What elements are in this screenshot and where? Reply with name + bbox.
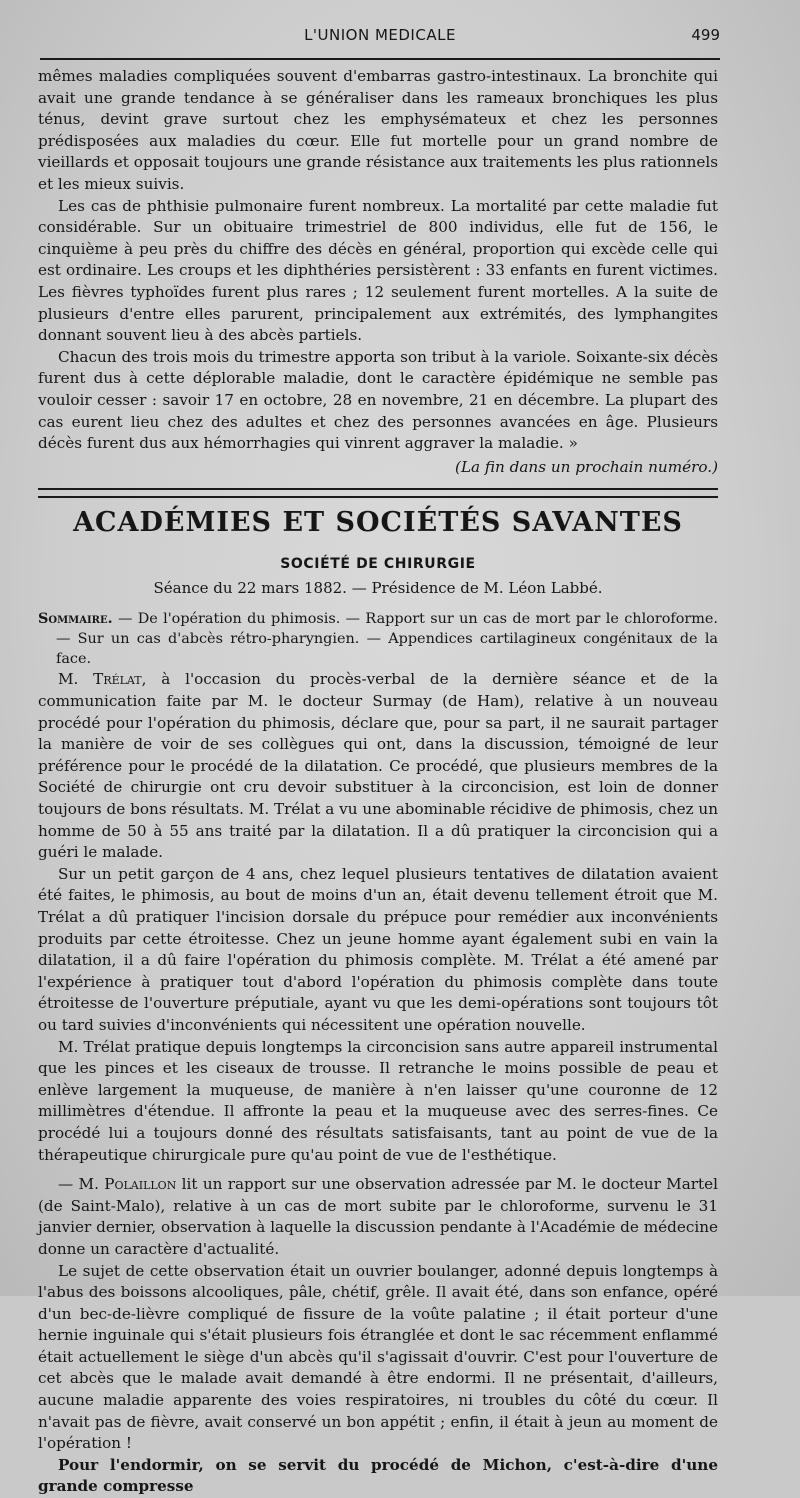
paragraph-variole: Chacun des trois mois du trimestre apporta son tribut à la variole. Soixante-six décès furent dus à cette déplorable maladie, dont le caractère épidémique ne semble pas vouloir cesser : savoir 17 en octobre, 28 en novembre, 21 en décembre. La plupart des cas eurent lieu chez des adultes et chez des personnes avancées en âge. Plusieurs décès furent dus aux hémorrhagies qui vinrent aggraver la maladie. » xyxy=(38,347,718,453)
society-heading: SOCIÉTÉ DE CHIRURGIE xyxy=(280,556,476,573)
article-paragraph-polaillon xyxy=(38,1174,718,1260)
summary-label: Sommaire. xyxy=(38,610,113,628)
page-number: 499 xyxy=(691,26,720,44)
article-paragraph-endormir xyxy=(38,1455,718,1498)
paragraph-text: Sur un petit garçon de 4 ans, chez lequel plusieurs tentatives de dilatation avaient été faites, le phimosis, au bout de moins d'un an, était devenu tellement étroit que M. Trélat a dû pratiquer l'incision dorsale du prépuce pour remédier aux inconvénients produits par cette étroitesse. Chez un jeune homme ayant également subi en vain la dilatation, il a dû faire l'opération du phimosis complète. M. Trélat a été amené par l'expérience à pratiquer tout d'abord l'opération du phimosis complète dans toute étroitesse de l'ouverture préputiale, ayant vu que les demi-opérations sont toujours tôt ou tard suivies d'inconvénients qui nécessitent une opération nouvelle. xyxy=(38,864,718,1034)
article-paragraph-trelat xyxy=(38,669,718,863)
paragraph-text: Le sujet de cette observation était un ouvrier boulanger, adonné depuis longtemps à l'abus des boissons alcooliques, pâle, chétif, grêle. Il avait été, dans son enfance, opéré d'un bec-de-lièvre compliqué de fissure de la voûte palatine ; il était porteur d'une hernie inguinale qui s'était plusieurs fois étranglée et dont le sac récemment enflammé était actuellement le siège d'un abcès qu'il s'agissait d'ouvrir. C'est pour l'ouverture de cet abcès que le malade avait demandé à être endormi. Il ne présentait, d'ailleurs, aucune maladie apparente des voies respiratoires, ni troubles du côté du cœur. Il n'avait pas de fièvre, avait conservé un bon appétit ; enfin, il était à jeun au moment de l'opération ! xyxy=(38,1261,718,1453)
running-title: L'UNION MEDICALE xyxy=(304,26,456,44)
article-paragraph-garcon xyxy=(38,864,718,1037)
section-title: ACADÉMIES ET SOCIÉTÉS SAVANTES xyxy=(73,507,683,539)
paragraph-text: lit un rapport sur une observation adressée par M. le docteur Martel (de Saint-Malo), relative à un cas de mort subite par le chloroforme, survenu le 31 janvier dernier, observation à laquelle la discussion pendante à l'Académie de médecine donne un caractère d'actualité. xyxy=(38,1175,718,1258)
section-double-rule xyxy=(38,488,718,498)
paragraph-text: Pour l'endormir, on se servit du procédé de Michon, c'est-à-dire d'une grande compresse xyxy=(38,1455,718,1496)
paragraph-text: M. Trélat pratique depuis longtemps la circoncision sans autre appareil instrumental que les pinces et les ciseaux de trousse. Il retranche le moins possible de peau et enlève largement la muqueuse, de manière à n'en laisser qu'une couronne de 12 millimètres d'étendue. Il affronte la peau et la muqueuse avec des serres-fines. Ce procédé lui a toujours donné des résultats satisfaisants, tant au point de vue de la thérapeutique chirurgicale pure qu'au point de vue de l'esthétique. xyxy=(38,1037,718,1164)
paragraph-continued: mêmes maladies compliquées souvent d'embarras gastro-intestinaux. La bronchite qui avait une grande tendance à se généraliser dans les rameaux bronchiques les plus ténus, devint grave surtout chez les emphysémateux et chez les personnes prédisposées aux maladies du cœur. Elle fut mortelle pour un grand nombre de vieillards et opposait toujours une grande résistance aux traitements les plus rationnels et les mieux suivis. xyxy=(38,67,718,193)
header-rule xyxy=(40,58,720,60)
speaker-lead: — M. Polaillon xyxy=(58,1175,177,1194)
paragraph-phthisie: Les cas de phthisie pulmonaire furent nombreux. La mortalité par cette maladie fut considérable. Sur un obituaire trimestriel de 800 individus, elle fut de 156, le cinquième à peu près du chiffre des décès en général, proportion qui excède celle qui est ordinaire. Les croups et les diphthéries persistèrent : 33 enfants en furent victimes. Les fièvres typhoïdes furent plus rares ; 12 seulement furent mortelles. A la suite de plusieurs d'entre elles parurent, principalement aux extrémités, des lymphangites donnant souvent lieu à des abcès partiels. xyxy=(38,196,718,345)
summary-text: — De l'opération du phimosis. — Rapport sur un cas de mort par le chloroforme. — Sur un cas d'abcès rétro-pharyngien. — Appendices cartilagineux congénitaux de la face. xyxy=(56,611,718,668)
speaker-lead: M. Trélat, xyxy=(58,670,147,689)
summary xyxy=(38,609,718,669)
article-paragraph-sujet xyxy=(38,1261,718,1455)
paragraph-gap xyxy=(38,1166,718,1174)
page-body xyxy=(38,66,718,1498)
session-line: Séance du 22 mars 1882. — Présidence de M. Léon Labbé. xyxy=(153,578,603,597)
article-paragraph-circoncision xyxy=(38,1037,718,1167)
paragraph-text: à l'occasion du procès-verbal de la dernière séance et de la communication faite par M. le docteur Surmay (de Ham), relative à un nouveau procédé pour l'opération du phimosis, déclare que, pour sa part, il ne saurait partager la manière de voir de ses collègues qui ont, dans la discussion, témoigné de leur préférence pour le procédé de la dilatation. Ce procédé, que plusieurs membres de la Société de chirurgie ont cru devoir substituer à la circoncision, est loin de donner toujours de bons résultats. M. Trélat a vu une abominable récidive de phimosis, chez un homme de 50 à 55 ans traité par la dilatation. Il a dû pratiquer la circoncision qui a guéri le malade. xyxy=(38,670,719,862)
continuation-note: (La fin dans un prochain numéro.) xyxy=(455,457,718,476)
page-header xyxy=(40,24,720,54)
